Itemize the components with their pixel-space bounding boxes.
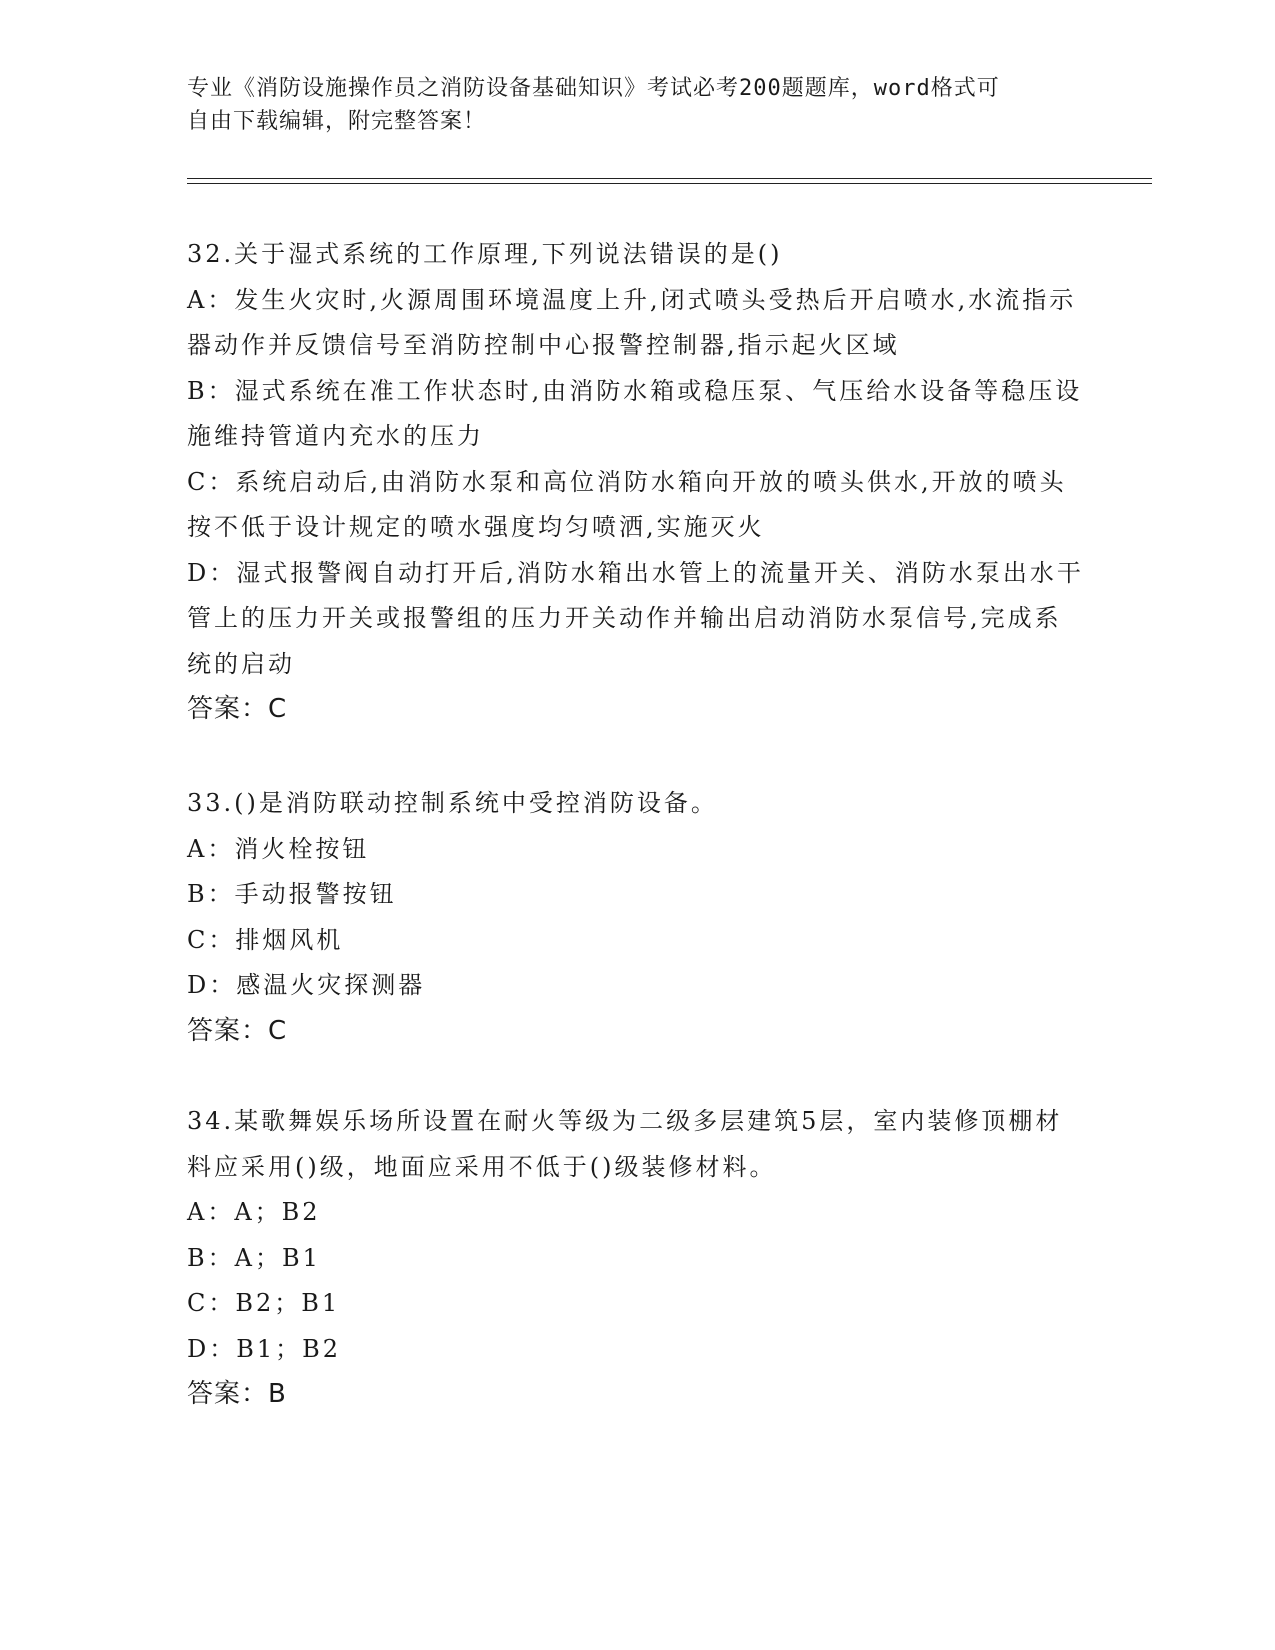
question-stem: 33.()是消防联动控制系统中受控消防设备。 [187,789,718,817]
option-a: A：A；B2 [187,1198,321,1226]
option-d: D：湿式报警阀自动打开后,消防水箱出水管上的流量开关、消防水泵出水干管上的压力开关或报警组的压力开关动作并输出启动消防水泵信号,完成系统的启动 [187,558,1084,678]
question-stem: 34.某歌舞娱乐场所设置在耐火等级为二级多层建筑5层，室内装修顶棚材料应采用()级，地面应采用不低于()级装修材料。 [187,1107,1063,1181]
option-c: C：排烟风机 [187,925,344,954]
answer-line: 答案：B [187,1379,287,1409]
header-divider-bottom [187,183,1152,184]
option-a: A：发生火灾时,火源周围环境温度上升,闭式喷头受热后开启喷水,水流指示器动作并反馈信号至消防控制中心报警控制器,指示起火区域 [187,285,1077,359]
header-line-2: 自由下载编辑，附完整答案！ [187,109,487,134]
option-d: D：B1；B2 [187,1334,342,1363]
option-b: B：手动报警按钮 [187,880,397,908]
question-34 [187,1099,1087,1418]
option-b: B：湿式系统在准工作状态时,由消防水箱或稳压泵、气压给水设备等稳压设施维持管道内充水的压力 [187,376,1083,450]
header-line-1: 专业《消防设施操作员之消防设备基础知识》考试必考200题题库，word格式可 [187,76,1000,101]
option-b: B：A；B1 [187,1243,321,1272]
answer-line: 答案：C [187,694,288,724]
header-divider-top [187,178,1152,179]
question-stem: 32.关于湿式系统的工作原理,下列说法错误的是() [187,240,783,268]
option-c: C：系统启动后,由消防水泵和高位消防水箱向开放的喷头供水,开放的喷头按不低于设计规定的喷水强度均匀喷洒,实施灭火 [187,467,1067,541]
question-33 [187,781,1087,1054]
document-header [187,72,1087,138]
option-a: A：消火栓按钮 [187,834,370,863]
option-c: C：B2；B1 [187,1289,341,1317]
option-d: D：感温火灾探测器 [187,971,426,999]
question-32 [187,232,1087,733]
answer-line: 答案：C [187,1015,288,1046]
